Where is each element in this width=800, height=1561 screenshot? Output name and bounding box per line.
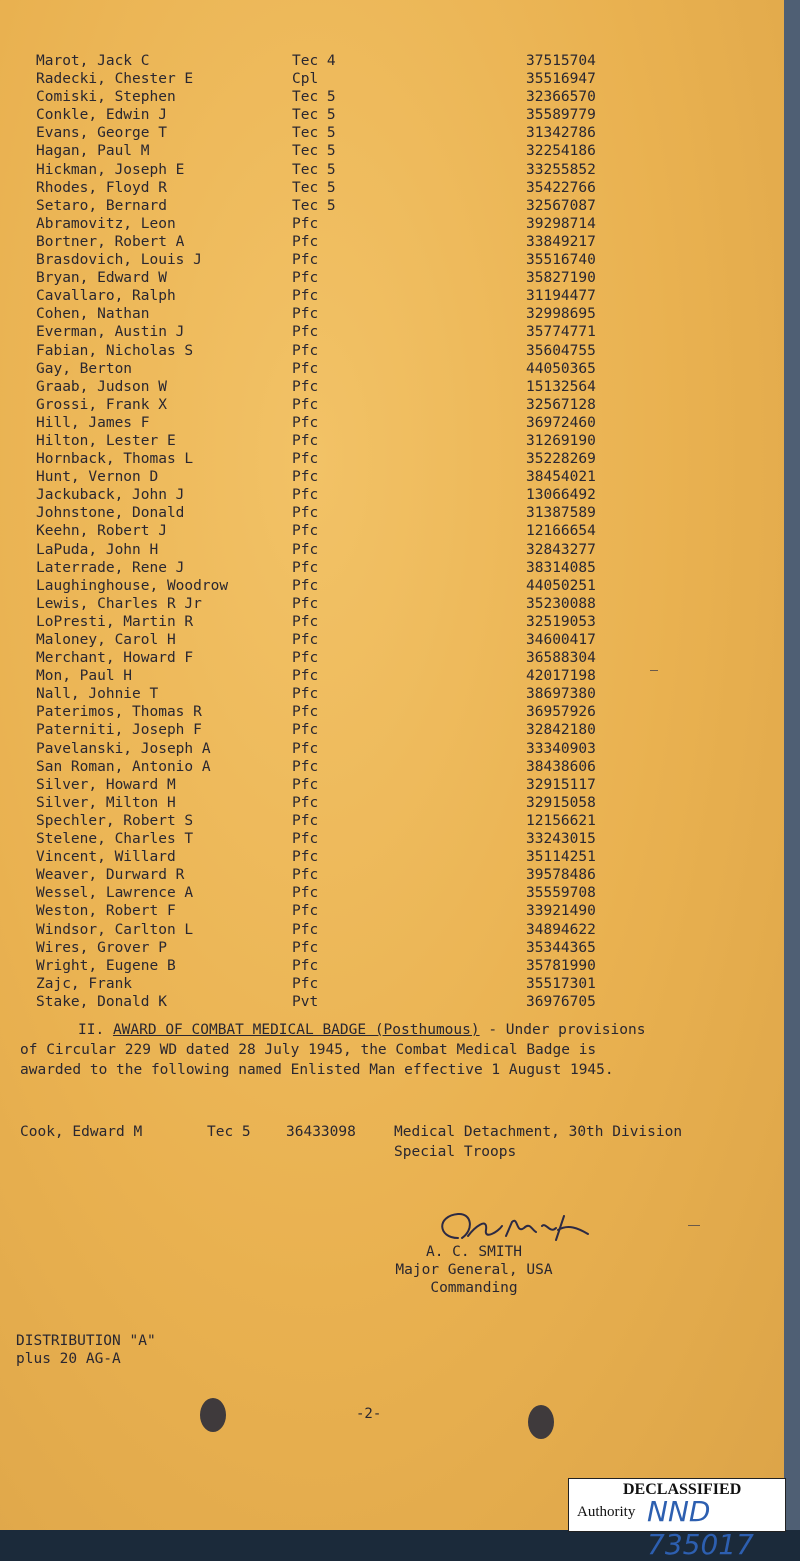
roster-name: Spechler, Robert S [36, 812, 194, 829]
roster-grade: Pfc [292, 324, 319, 341]
roster-grade: Pfc [292, 975, 319, 992]
roster-row [0, 921, 784, 939]
roster-serial: 31387589 [526, 505, 596, 522]
roster-grade: Pfc [292, 252, 319, 269]
roster-name: Paterniti, Joseph F [36, 722, 202, 739]
roster-grade: Pfc [292, 432, 319, 449]
roster-grade: Tec 5 [292, 107, 336, 124]
page-number: -2- [356, 1406, 382, 1422]
roster-grade: Pfc [292, 469, 319, 486]
roster-name: San Roman, Antonio A [36, 758, 211, 775]
roster-serial: 13066492 [526, 487, 596, 504]
roster-grade: Pfc [292, 613, 319, 630]
roster-grade: Pfc [292, 939, 319, 956]
roster-row [0, 649, 784, 667]
roster-row [0, 106, 784, 124]
roster-grade: Pfc [292, 885, 319, 902]
award-serial: 36433098 [286, 1124, 356, 1140]
roster-serial: 12166654 [526, 523, 596, 540]
roster-name: Weaver, Durward R [36, 867, 185, 884]
roster-row [0, 667, 784, 685]
roster-grade: Pfc [292, 668, 319, 685]
roster-grade: Pfc [292, 270, 319, 287]
roster-name: Mon, Paul H [36, 668, 133, 685]
roster-serial: 38314085 [526, 559, 596, 576]
roster-name: Bryan, Edward W [36, 270, 167, 287]
roster-row [0, 414, 784, 432]
roster-row [0, 88, 784, 106]
roster-grade: Pfc [292, 342, 319, 359]
roster-row [0, 541, 784, 559]
roster-name: Hill, James F [36, 414, 150, 431]
roster-name: LoPresti, Martin R [36, 613, 194, 630]
roster-serial: 35589779 [526, 107, 596, 124]
roster-serial: 35781990 [526, 957, 596, 974]
roster-name: Merchant, Howard F [36, 650, 194, 667]
roster-grade: Tec 5 [292, 143, 336, 160]
roster-grade: Tec 5 [292, 179, 336, 196]
roster-serial: 32915058 [526, 794, 596, 811]
roster-name: Stake, Donald K [36, 993, 167, 1010]
roster-grade: Tec 5 [292, 197, 336, 214]
roster-grade: Pfc [292, 831, 319, 848]
roster-name: Grossi, Frank X [36, 396, 167, 413]
roster-row [0, 721, 784, 739]
roster-name: Zajc, Frank [36, 975, 133, 992]
roster-row [0, 794, 784, 812]
roster-row [0, 432, 784, 450]
stamp-authority-label: Authority [577, 1504, 636, 1520]
roster-row [0, 233, 784, 251]
section-heading: AWARD OF COMBAT MEDICAL BADGE (Posthumous) [112, 1022, 480, 1038]
roster-serial: 31194477 [526, 288, 596, 305]
roster-serial: 32915117 [526, 776, 596, 793]
roster-grade: Pfc [292, 505, 319, 522]
roster-serial: 35604755 [526, 342, 596, 359]
punch-hole-left [200, 1398, 226, 1432]
roster-grade: Pfc [292, 559, 319, 576]
roster-row [0, 197, 784, 215]
roster-serial: 32843277 [526, 541, 596, 558]
roster-grade: Pfc [292, 921, 319, 938]
roster-name: Wires, Grover P [36, 939, 167, 956]
roster-grade: Pfc [292, 378, 319, 395]
roster-serial: 36972460 [526, 414, 596, 431]
roster-grade: Pfc [292, 215, 319, 232]
roster-grade: Pfc [292, 758, 319, 775]
roster-grade: Pfc [292, 632, 319, 648]
roster-grade: Pfc [292, 650, 319, 667]
roster-serial: 35230088 [526, 595, 596, 612]
roster-serial: 34894622 [526, 921, 596, 938]
declassified-stamp [568, 1478, 786, 1561]
stamp-label: DECLASSIFIED [623, 1481, 742, 1498]
signer-role: Commanding [430, 1280, 518, 1296]
roster-name: Keehn, Robert J [36, 523, 167, 540]
roster-row [0, 939, 784, 957]
roster-name: Weston, Robert F [36, 903, 176, 920]
roster-name: Comiski, Stephen [36, 89, 176, 106]
roster-name: Hilton, Lester E [36, 432, 176, 449]
roster-row [0, 902, 784, 920]
roster-row [0, 179, 784, 197]
roster-serial: 32366570 [526, 89, 596, 106]
roster-row [0, 631, 784, 649]
stray-mark [688, 1225, 700, 1226]
award-unit-line2: Special Troops [394, 1144, 517, 1160]
roster-serial: 32998695 [526, 306, 596, 323]
roster-name: Pavelanski, Joseph A [36, 740, 211, 757]
roster-row [0, 378, 784, 396]
roster-row [0, 685, 784, 703]
roster-name: Johnstone, Donald [36, 505, 185, 522]
roster-row [0, 504, 784, 522]
roster-name: Evans, George T [36, 125, 167, 142]
roster-grade: Pfc [292, 794, 319, 811]
roster-serial: 32519053 [526, 613, 596, 630]
roster-grade: Pfc [292, 704, 319, 721]
roster-grade: Pfc [292, 686, 319, 703]
award-grade: Tec 5 [207, 1124, 251, 1140]
roster-row [0, 215, 784, 233]
roster-row [0, 613, 784, 631]
distribution-line2: plus 20 AG-A [16, 1351, 121, 1367]
section-number: II. [78, 1022, 105, 1038]
roster-name: Hornback, Thomas L [36, 451, 194, 468]
roster-grade: Pfc [292, 306, 319, 323]
roster-name: Brasdovich, Louis J [36, 252, 202, 269]
roster-name: Cavallaro, Ralph [36, 288, 176, 305]
roster-row [0, 975, 784, 993]
roster-grade: Pfc [292, 487, 319, 504]
roster-serial: 34600417 [526, 632, 596, 648]
roster-grade: Pfc [292, 396, 319, 413]
roster-serial: 33849217 [526, 233, 596, 250]
roster-grade: Pfc [292, 812, 319, 829]
roster-row [0, 323, 784, 341]
roster-grade: Pfc [292, 903, 319, 920]
roster-name: Abramovitz, Leon [36, 215, 176, 232]
roster-grade: Pfc [292, 541, 319, 558]
roster-name: Laterrade, Rene J [36, 559, 185, 576]
award-name: Cook, Edward M [20, 1124, 143, 1140]
roster-name: Jackuback, John J [36, 487, 185, 504]
section-text-line1: - Under provisions [479, 1022, 646, 1038]
roster-name: Hunt, Vernon D [36, 469, 159, 486]
roster-grade: Pfc [292, 776, 319, 793]
roster-row [0, 758, 784, 776]
roster-serial: 33255852 [526, 161, 596, 178]
roster-name: Everman, Austin J [36, 324, 185, 341]
roster-row [0, 360, 784, 378]
roster-grade: Tec 5 [292, 89, 336, 106]
roster-grade: Pfc [292, 957, 319, 974]
roster-row [0, 866, 784, 884]
roster-serial: 35516947 [526, 71, 596, 88]
roster-row [0, 342, 784, 360]
roster-name: LaPuda, John H [36, 541, 159, 558]
roster-serial: 33243015 [526, 831, 596, 848]
roster-row [0, 396, 784, 414]
roster-serial: 33921490 [526, 903, 596, 920]
roster-serial: 36976705 [526, 993, 596, 1010]
roster-grade: Tec 5 [292, 161, 336, 178]
roster-name: Cohen, Nathan [36, 306, 150, 323]
roster-serial: 39578486 [526, 867, 596, 884]
roster-row [0, 559, 784, 577]
roster-row [0, 142, 784, 160]
roster-serial: 35422766 [526, 179, 596, 196]
roster-grade: Tec 5 [292, 125, 336, 142]
enlisted-roster [0, 52, 784, 1011]
roster-row [0, 287, 784, 305]
roster-serial: 35228269 [526, 451, 596, 468]
roster-grade: Cpl [292, 71, 319, 88]
roster-serial: 39298714 [526, 215, 596, 232]
roster-grade: Pfc [292, 233, 319, 250]
roster-name: Gay, Berton [36, 360, 133, 377]
roster-serial: 32254186 [526, 143, 596, 160]
roster-serial: 36588304 [526, 650, 596, 667]
roster-name: Vincent, Willard [36, 849, 176, 866]
roster-name: Stelene, Charles T [36, 831, 194, 848]
roster-name: Marot, Jack C [36, 53, 150, 69]
roster-serial: 15132564 [526, 378, 596, 395]
roster-row [0, 703, 784, 721]
signer-name: A. C. SMITH [425, 1244, 523, 1260]
roster-grade: Tec 4 [292, 53, 336, 69]
roster-name: Bortner, Robert A [36, 233, 185, 250]
roster-name: Conkle, Edwin J [36, 107, 167, 124]
roster-grade: Pfc [292, 849, 319, 866]
roster-row [0, 161, 784, 179]
roster-name: Graab, Judson W [36, 378, 167, 395]
roster-serial: 35827190 [526, 270, 596, 287]
roster-row [0, 830, 784, 848]
distribution-line1: DISTRIBUTION "A" [16, 1333, 156, 1349]
roster-grade: Pfc [292, 722, 319, 739]
roster-name: Hagan, Paul M [36, 143, 150, 160]
roster-serial: 38438606 [526, 758, 596, 775]
roster-row [0, 52, 784, 70]
roster-serial: 44050251 [526, 577, 596, 594]
roster-serial: 35516740 [526, 252, 596, 269]
roster-name: Paterimos, Thomas R [36, 704, 202, 721]
roster-serial: 37515704 [526, 53, 596, 69]
roster-serial: 35344365 [526, 939, 596, 956]
roster-serial: 35774771 [526, 324, 596, 341]
roster-serial: 32567087 [526, 197, 596, 214]
roster-row [0, 776, 784, 794]
roster-serial: 35517301 [526, 975, 596, 992]
roster-row [0, 269, 784, 287]
roster-row [0, 124, 784, 142]
roster-row [0, 848, 784, 866]
roster-row [0, 486, 784, 504]
roster-grade: Pfc [292, 523, 319, 540]
section-text-line3: awarded to the following named Enlisted Man effective 1 August 1945. [20, 1062, 614, 1078]
handwritten-signature [428, 1208, 608, 1248]
stamp-authority-value: NND 735017 [647, 1495, 754, 1561]
roster-row [0, 305, 784, 323]
roster-serial: 36957926 [526, 704, 596, 721]
punch-hole-right [528, 1405, 554, 1439]
signature-block [384, 1243, 564, 1297]
roster-serial: 38454021 [526, 469, 596, 486]
distribution-block [16, 1332, 156, 1368]
roster-name: Fabian, Nicholas S [36, 342, 194, 359]
roster-row [0, 740, 784, 758]
roster-row [0, 450, 784, 468]
roster-name: Wessel, Lawrence A [36, 885, 194, 902]
roster-grade: Pfc [292, 414, 319, 431]
roster-row [0, 468, 784, 486]
roster-name: Windsor, Carlton L [36, 921, 194, 938]
roster-serial: 33340903 [526, 740, 596, 757]
signer-title: Major General, USA [395, 1262, 553, 1278]
roster-row [0, 884, 784, 902]
roster-row [0, 522, 784, 540]
roster-grade: Pfc [292, 867, 319, 884]
roster-row [0, 595, 784, 613]
roster-row [0, 993, 784, 1011]
roster-name: Silver, Milton H [36, 794, 176, 811]
roster-row [0, 251, 784, 269]
roster-serial: 32842180 [526, 722, 596, 739]
roster-name: Silver, Howard M [36, 776, 176, 793]
roster-serial: 35559708 [526, 885, 596, 902]
roster-serial: 12156621 [526, 812, 596, 829]
roster-row [0, 70, 784, 88]
roster-row [0, 812, 784, 830]
roster-serial: 35114251 [526, 849, 596, 866]
roster-name: Laughinghouse, Woodrow [36, 577, 229, 594]
roster-grade: Pfc [292, 451, 319, 468]
roster-name: Hickman, Joseph E [36, 161, 185, 178]
roster-name: Radecki, Chester E [36, 71, 194, 88]
roster-name: Maloney, Carol H [36, 632, 176, 648]
award-unit-line1: Medical Detachment, 30th Division [394, 1124, 683, 1140]
roster-row [0, 957, 784, 975]
section-two-paragraph [20, 1020, 740, 1080]
roster-name: Wright, Eugene B [36, 957, 176, 974]
roster-name: Setaro, Bernard [36, 197, 167, 214]
roster-grade: Pfc [292, 577, 319, 594]
roster-grade: Pfc [292, 595, 319, 612]
roster-grade: Pvt [292, 993, 319, 1010]
roster-serial: 32567128 [526, 396, 596, 413]
roster-name: Lewis, Charles R Jr [36, 595, 202, 612]
section-text-line2: of Circular 229 WD dated 28 July 1945, the Combat Medical Badge is [20, 1042, 597, 1058]
roster-name: Rhodes, Floyd R [36, 179, 167, 196]
roster-name: Nall, Johnie T [36, 686, 159, 703]
roster-serial: 44050365 [526, 360, 596, 377]
page-edge-shadow [784, 0, 800, 1530]
roster-serial: 38697380 [526, 686, 596, 703]
roster-serial: 42017198 [526, 668, 596, 685]
roster-serial: 31342786 [526, 125, 596, 142]
roster-grade: Pfc [292, 288, 319, 305]
roster-grade: Pfc [292, 740, 319, 757]
stray-mark [650, 670, 658, 671]
roster-serial: 31269190 [526, 432, 596, 449]
roster-row [0, 577, 784, 595]
roster-grade: Pfc [292, 360, 319, 377]
